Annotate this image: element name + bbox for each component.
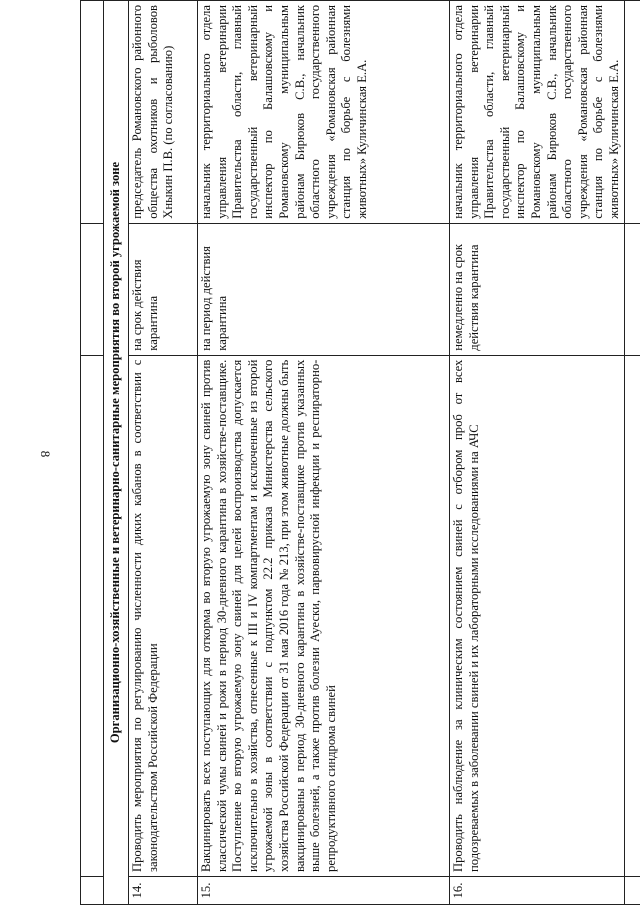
section-title: Организационно-хозяйственные и ветеринарно-санитарные мероприятия во второй угрожаемой зоне bbox=[104, 1, 129, 905]
row-number: 15. bbox=[198, 876, 450, 904]
table-bottom-cell bbox=[624, 355, 640, 876]
row-responsible: председатель Романовского районного общества охотников и рыболовов Хныкин П.В. (по согласованию) bbox=[129, 1, 198, 224]
row-measure: Вакцинировать всех поступающих для откорма во вторую угрожаемую зону свиней против классической чумы свиней и рожи в период 30-дневного карантина в хозяйстве-поставщике. Поступление во вторую угрожаемую зону свиней для целей воспроизводства допускается исключительно в хозяйства, отнесенные к III и IV компартментам и исключенные из второй угрожаемой зоны в соответствии с подпунктом 22.2 приказа Министерства сельского хозяйства Российской Федерации от 31 мая 2016 года № 213, при этом животные должны быть вакцинированы в период 30-дневного карантина в хозяйстве-поставщике против указанных выше болезней, а также против болезни Ауески, парвовирусной инфекции и респираторно-репродуктивного синдрома свиней bbox=[198, 355, 450, 876]
section-header-row bbox=[104, 1, 129, 905]
measures-table bbox=[80, 0, 640, 905]
row-term: на срок действия карантина bbox=[129, 223, 198, 355]
row-responsible: начальник территориального отдела управления ветеринарии Правительства области, главный государственный ветеринарный инспектор по Балашовскому и Романовскому муниципальным районам Бирюков С.В., начальник областного государственного учреждения «Романовская районная станция по борьбе с болезнями животных» Куличинская Е.А. bbox=[198, 1, 450, 224]
table-bottom-row bbox=[624, 1, 640, 905]
row-term: на период действия карантина bbox=[198, 223, 450, 355]
row-number: 16. bbox=[450, 876, 625, 904]
table-row bbox=[129, 1, 198, 905]
table-top-cell bbox=[81, 223, 104, 355]
table-top-cell bbox=[81, 1, 104, 224]
table-row bbox=[450, 1, 625, 905]
measures-table-rotated bbox=[80, 0, 628, 905]
row-measure: Проводить наблюдение за клиническим состоянием свиней с отбором проб от всех подозреваемых в заболевании свиней и их лабораторными исследованиями на АЧС bbox=[450, 355, 625, 876]
row-number: 14. bbox=[129, 876, 198, 904]
row-term: немедленно на срок действия карантина bbox=[450, 223, 625, 355]
table-bottom-cell bbox=[624, 223, 640, 355]
table-top-cell bbox=[81, 355, 104, 876]
table-row bbox=[198, 1, 450, 905]
table-bottom-cell bbox=[624, 1, 640, 224]
row-measure: Проводить мероприятия по регулированию численности диких кабанов в соответствии с законодательством Российской Федерации bbox=[129, 355, 198, 876]
table-top-cell bbox=[81, 876, 104, 904]
table-top-row bbox=[81, 1, 104, 905]
row-responsible: начальник территориального отдела управления ветеринарии Правительства области, главный государственный ветеринарный инспектор по Балашовскому и Романовскому муниципальным районам Бирюков С.В., начальник областного государственного учреждения «Романовская районная станция по борьбе с болезнями животных» Куличинская Е.А. bbox=[450, 1, 625, 224]
table-bottom-cell bbox=[624, 876, 640, 904]
page-number: 8 bbox=[38, 450, 53, 458]
